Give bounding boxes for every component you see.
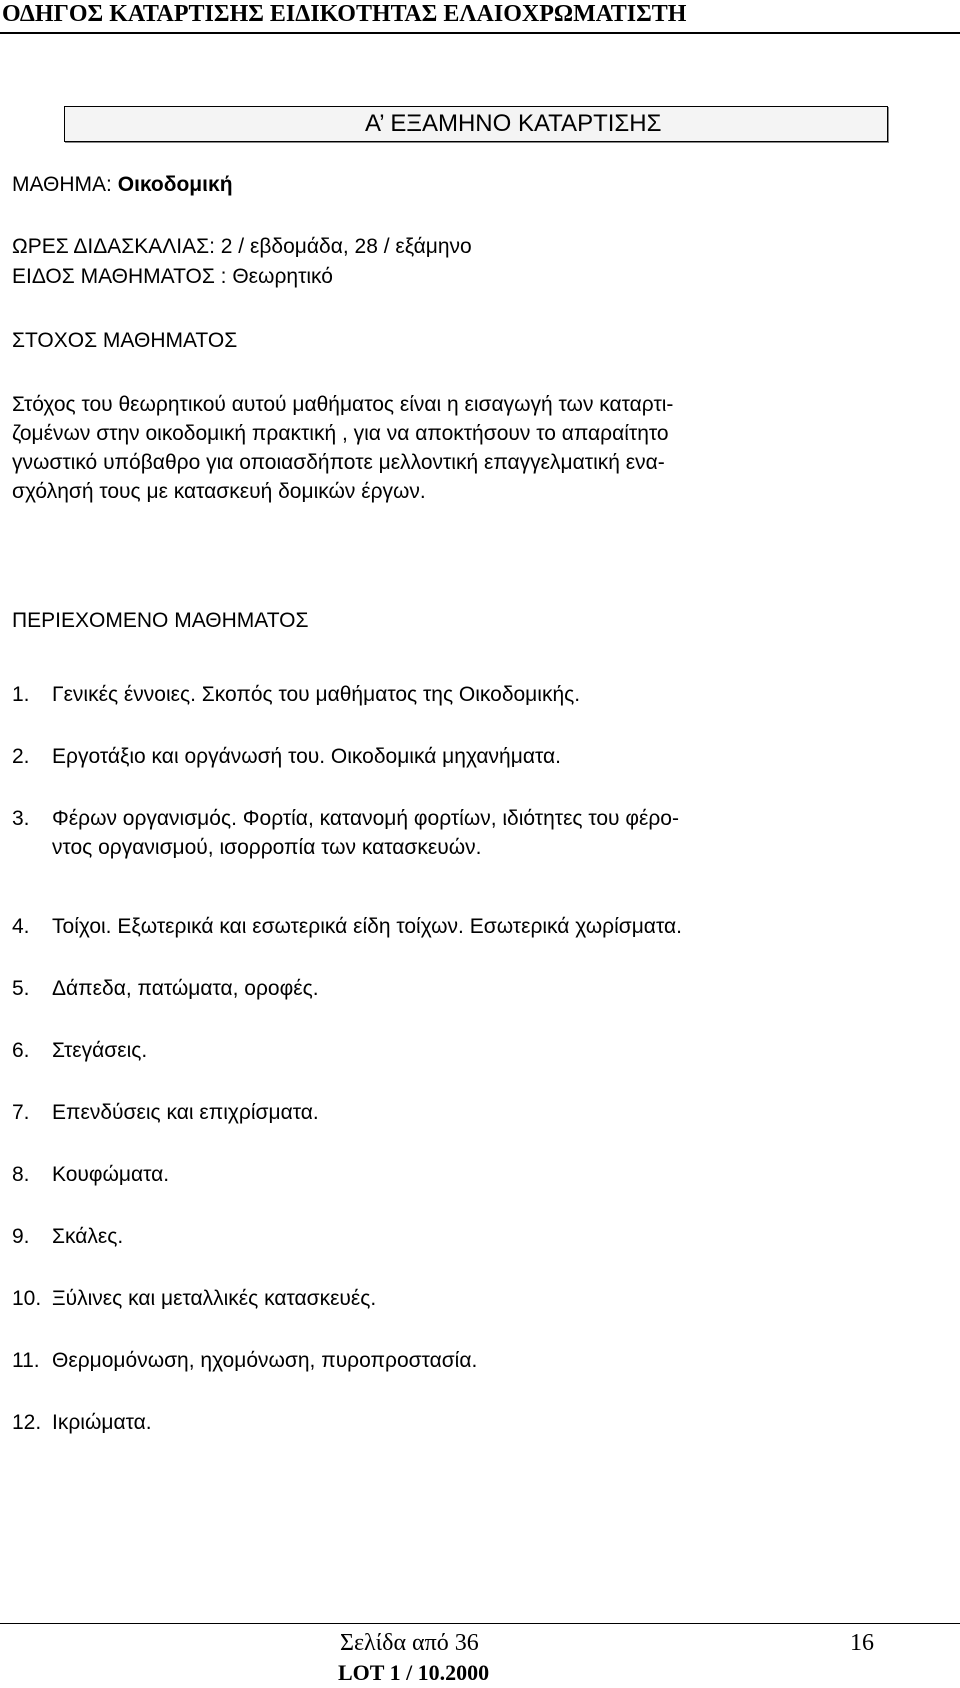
- list-item-number: 10.: [12, 1287, 42, 1310]
- semester-title-box: [64, 106, 888, 142]
- goal-text-line: ζομένων στην οικοδομική πρακτική , για να αποκτήσουν το απαραίτητο: [12, 422, 669, 445]
- list-item: Σκάλες.: [52, 1225, 124, 1248]
- course-subject: [12, 172, 233, 198]
- list-item: Επενδύσεις και επιχρίσματα.: [52, 1101, 319, 1124]
- list-item-continuation: ντος οργανισμού, ισορροπία των κατασκευών.: [52, 836, 482, 859]
- list-item-number: 5.: [12, 977, 30, 1000]
- footer-rule: [0, 1623, 960, 1624]
- list-item-number: 8.: [12, 1163, 30, 1186]
- course-type: ΕΙΔΟΣ ΜΑΘΗΜΑΤΟΣ : Θεωρητικό: [12, 265, 333, 288]
- list-item: Δάπεδα, πατώματα, οροφές.: [52, 977, 319, 1000]
- course-subject-label: ΜΑΘΗΜΑ:: [12, 173, 118, 196]
- list-item-number: 1.: [12, 683, 30, 706]
- goal-text-line: Στόχος του θεωρητικού αυτού μαθήματος είναι η εισαγωγή των καταρτι-: [12, 393, 674, 416]
- list-item: Στεγάσεις.: [52, 1039, 148, 1062]
- course-subject-value: Οικοδομική: [117, 173, 233, 196]
- list-item-number: 9.: [12, 1225, 30, 1248]
- goal-heading: ΣΤΟΧΟΣ ΜΑΘΗΜΑΤΟΣ: [12, 329, 238, 352]
- list-item-number: 12.: [12, 1411, 42, 1434]
- list-item: Ικριώματα.: [52, 1411, 152, 1434]
- semester-title: Α’ ΕΞΑΜΗΝΟ ΚΑΤΑΡΤΙΣΗΣ: [365, 110, 662, 137]
- list-item: Κουφώματα.: [52, 1163, 170, 1186]
- footer-page-of: Σελίδα από 36: [340, 1630, 479, 1656]
- list-item: Τοίχοι. Εξωτερικά και εσωτερικά είδη τοίχων. Εσωτερικά χωρίσματα.: [52, 915, 682, 938]
- header-rule: [0, 32, 960, 34]
- list-item: Γενικές έννοιες. Σκοπός του μαθήματος της Οικοδομικής.: [52, 683, 581, 706]
- list-item: Εργοτάξιο και οργάνωσή του. Οικοδομικά μηχανήματα.: [52, 745, 561, 768]
- list-item-number: 6.: [12, 1039, 30, 1062]
- goal-text-line: γνωστικό υπόβαθρο για οποιασδήποτε μελλοντική επαγγελματική ενα-: [12, 451, 665, 474]
- list-item-number: 2.: [12, 745, 30, 768]
- list-item-number: 11.: [12, 1349, 40, 1372]
- course-hours: ΩΡΕΣ ΔΙΔΑΣΚΑΛΙΑΣ: 2 / εβδομάδα, 28 / εξάμηνο: [12, 235, 472, 258]
- list-item-number: 3.: [12, 807, 30, 830]
- footer-page-number: 16: [850, 1630, 874, 1656]
- goal-text-line: σχόλησή τους με κατασκευή δομικών έργων.: [12, 480, 426, 503]
- list-item: Ξύλινες και μεταλλικές κατασκευές.: [52, 1287, 377, 1310]
- running-header-title: ΟΔΗΓΟΣ ΚΑΤΑΡΤΙΣΗΣ ΕΙΔΙΚΟΤΗΤΑΣ ΕΛΑΙΟΧΡΩΜΑΤΙΣΤΗ: [2, 1, 687, 27]
- list-item: Θερμομόνωση, ηχομόνωση, πυροπροστασία.: [52, 1349, 478, 1372]
- list-item-number: 4.: [12, 915, 30, 938]
- list-item-number: 7.: [12, 1101, 30, 1124]
- list-item: Φέρων οργανισμός. Φορτία, κατανομή φορτίων, ιδιότητες του φέρο-: [52, 807, 679, 830]
- footer-lot: LOT 1 / 10.2000: [338, 1660, 490, 1685]
- content-heading: ΠΕΡΙΕΧΟΜΕΝΟ ΜΑΘΗΜΑΤΟΣ: [12, 609, 309, 632]
